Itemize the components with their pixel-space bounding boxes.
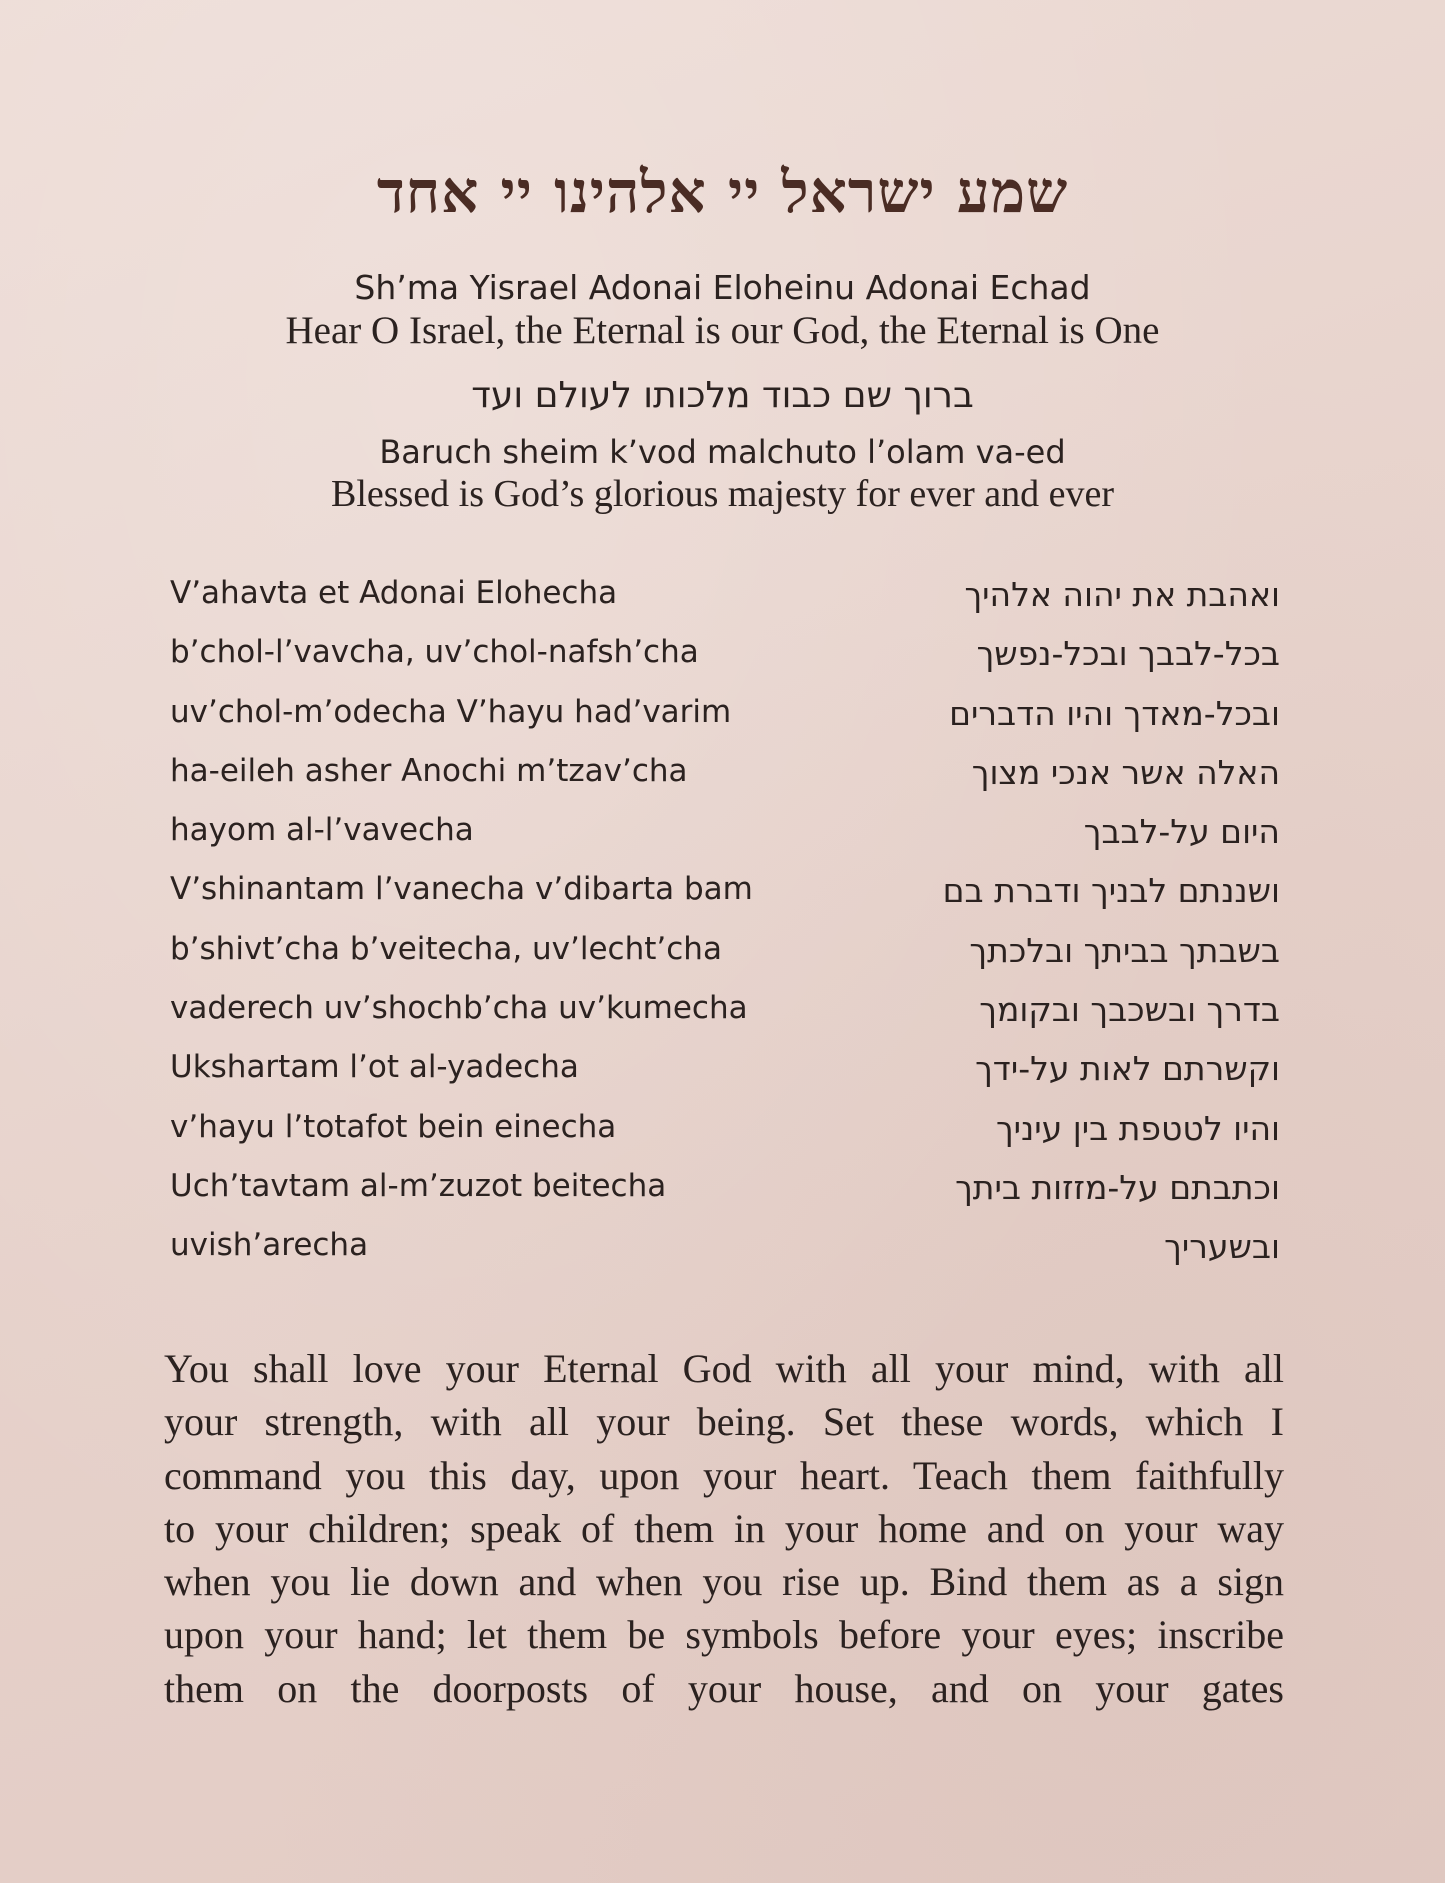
- verse-row: [170, 1168, 1280, 1227]
- verse-row: [170, 575, 1280, 634]
- verse-hebrew: והיו לטטפת בין עיניך: [995, 1108, 1280, 1148]
- verse-transliteration: Ukshartam l’ot al-yadecha: [170, 1049, 579, 1086]
- verse-hebrew: וקשרתם לאות על-ידך: [975, 1049, 1280, 1089]
- verse-hebrew: בדרך ובשכבך ובקומך: [979, 990, 1280, 1030]
- verse-transliteration: vaderech uv’shochb’cha uv’kumecha: [170, 990, 748, 1027]
- verse-transliteration: b’chol-l’vavcha, uv’chol-nafsh’cha: [170, 634, 699, 671]
- verse-hebrew: ושננתם לבניך ודברת בם: [942, 871, 1280, 911]
- verse-row: [170, 1227, 1280, 1286]
- english-translation-paragraph: [164, 1342, 1284, 1715]
- english-subtitle: Blessed is God’s glorious majesty for ever and ever: [330, 473, 1115, 515]
- verse-transliteration: uv’chol-m’odecha V’hayu had’varim: [170, 693, 732, 730]
- verse-transliteration: ha-eileh asher Anochi m’tzav’cha: [170, 752, 688, 789]
- verse-row: [170, 931, 1280, 990]
- paragraph-line: to your children; speak of them in your home and on your way: [164, 1505, 1284, 1551]
- verse-hebrew: ואהבת את יהוה אלהיך: [964, 575, 1280, 614]
- verse-row: [170, 990, 1280, 1049]
- verse-transliteration: v’hayu l’totafot bein einecha: [170, 1108, 617, 1145]
- paragraph-line: upon your hand; let them be symbols before your eyes; inscribe: [164, 1612, 1284, 1658]
- paragraph-line: command you this day, upon your heart. Teach them faithfully: [164, 1452, 1284, 1498]
- verse-transliteration: V’ahavta et Adonai Elohecha: [170, 575, 618, 611]
- verse-transliteration: Uch’tavtam al-m’zuzot beitecha: [170, 1167, 667, 1204]
- verse-hebrew: היום על-לבבך: [1083, 812, 1280, 852]
- verse-row: [170, 753, 1280, 812]
- verse-transliteration: hayom al-l’vavecha: [170, 812, 474, 849]
- verse-transliteration: b’shivt’cha b’veitecha, uv’lecht’cha: [170, 930, 722, 967]
- paragraph-line: You shall love your Eternal God with all your mind, with all: [164, 1346, 1284, 1391]
- verse-transliteration: V’shinantam l’vanecha v’dibarta bam: [170, 871, 753, 908]
- hebrew-subtitle: ברוך שם כבוד מלכותו לעולם ועד: [471, 375, 974, 416]
- verse-list: [170, 575, 1280, 1287]
- verse-row: [170, 634, 1280, 693]
- paragraph-line: when you lie down and when you rise up. Bind them as a sign: [164, 1559, 1284, 1605]
- verse-row: [170, 1049, 1280, 1108]
- verse-hebrew: האלה אשר אנכי מצוך: [971, 752, 1280, 792]
- verse-hebrew: בשבתך בביתך ובלכתך: [969, 930, 1280, 970]
- transliteration-title: Sh’ma Yisrael Adonai Eloheinu Adonai Echad: [354, 268, 1091, 307]
- verse-transliteration: uvish’arecha: [170, 1227, 369, 1264]
- verse-row: [170, 812, 1280, 871]
- verse-row: [170, 1109, 1280, 1168]
- verse-hebrew: וכתבתם על-מזזות ביתך: [955, 1167, 1280, 1207]
- transliteration-subtitle: Baruch sheim k’vod malchuto l’olam va-ed: [379, 433, 1066, 471]
- paragraph-line: them on the doorposts of your house, and on your gates: [164, 1665, 1284, 1711]
- hebrew-title: שמע ישראל יי אלהינו יי אחד: [376, 158, 1069, 226]
- verse-hebrew: בכל-לבבך ובכל-נפשך: [976, 634, 1280, 674]
- english-title: Hear O Israel, the Eternal is our God, the Eternal is One: [285, 309, 1160, 352]
- verse-hebrew: ובכל-מאדך והיו הדברים: [949, 693, 1280, 733]
- paragraph-line: your strength, with all your being. Set these words, which I: [164, 1399, 1284, 1445]
- verse-row: [170, 694, 1280, 753]
- verse-hebrew: ובשעריך: [1164, 1227, 1280, 1267]
- verse-row: [170, 871, 1280, 930]
